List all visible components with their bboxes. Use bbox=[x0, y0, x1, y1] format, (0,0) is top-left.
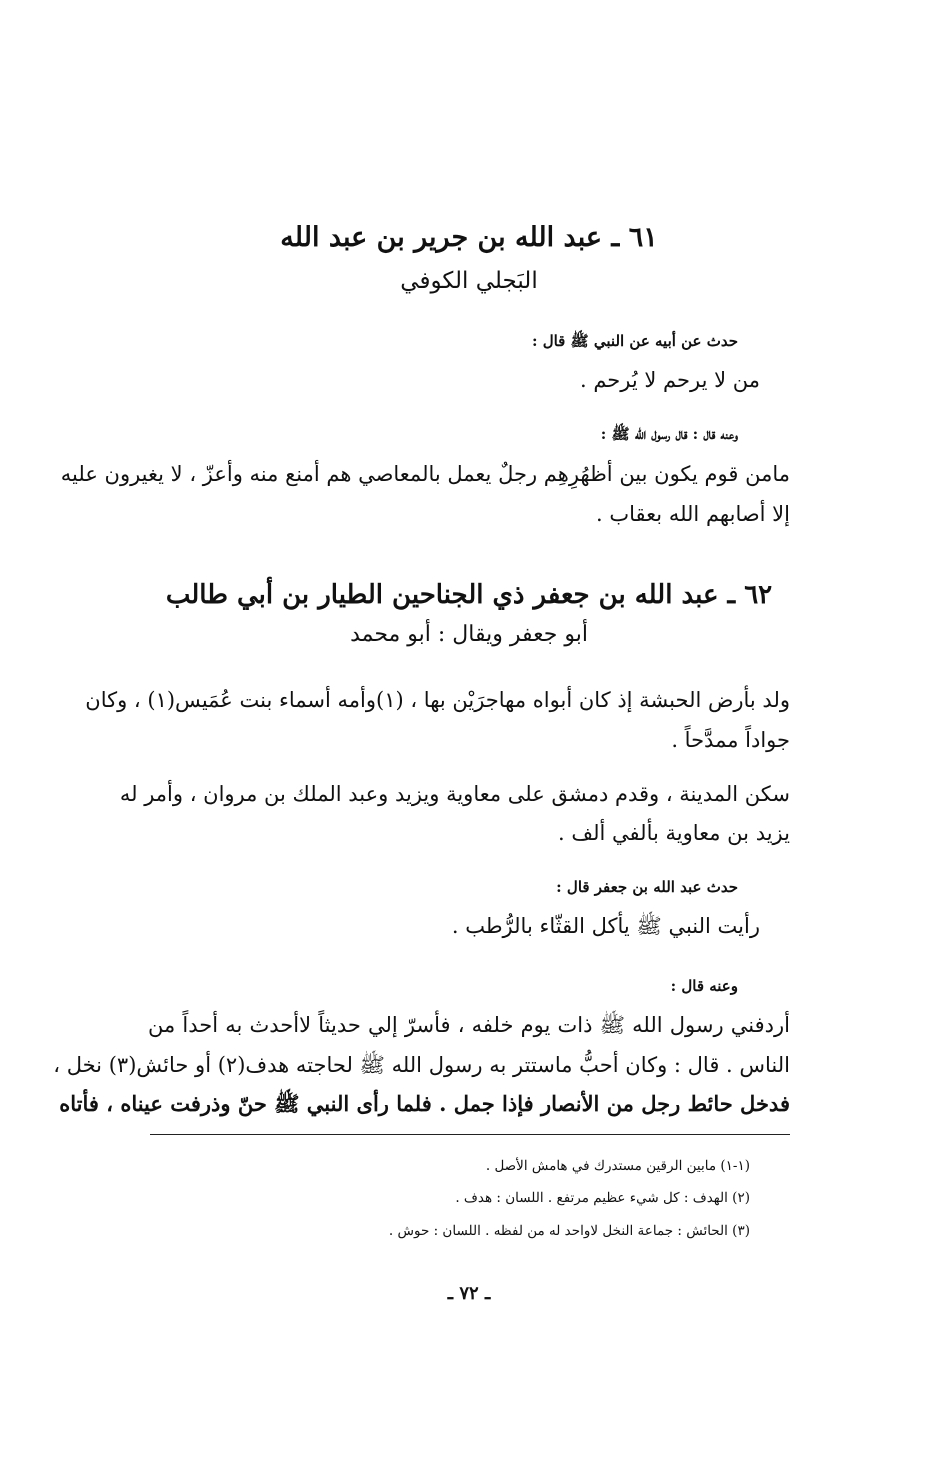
page-number: ـ ٧٢ ـ bbox=[447, 1283, 491, 1304]
footnote-1: (١-١) مابين الرقين مستدرك في هامش الأصل . bbox=[485, 1158, 750, 1174]
section-61-hadith-1-text: من لا يرحم لا يُرحم . bbox=[579, 368, 760, 392]
section-62-hadith-1-text: رأيت النبي ﷺ يأكل القثّاء بالرُّطب . bbox=[451, 914, 760, 938]
footnote-2: (٢) الهدف : كل شيء عظيم مرتفع . اللسان : هدف . bbox=[455, 1190, 750, 1206]
section-62-hadith-2-head: وعنه قال : bbox=[670, 977, 738, 995]
section-62-bio-1-line-2: جواداً ممدَّحاً . bbox=[671, 728, 790, 752]
section-62-bio-2-line-1: سكن المدينة ، وقدم دمشق على معاوية ويزيد وعبد الملك بن مروان ، وأمر له bbox=[119, 782, 790, 806]
footnote-divider bbox=[150, 1134, 790, 1135]
section-62-bio-2-line-2: يزيد بن معاوية بألفي ألف . bbox=[558, 821, 790, 845]
section-61-hadith-2-line-1: مامن قوم يكون بين أظهُرِهِم رجلٌ يعمل بالمعاصي هم أمنع منه وأعزّ ، لا يغيرون عليه bbox=[60, 462, 790, 486]
section-62-hadith-2-line-1: أردفني رسول الله ﷺ ذات يوم خلفه ، فأسرّ إلي حديثاً لاأحدث به أحداً من bbox=[148, 1013, 790, 1037]
section-62-bio-1-line-1: ولد بأرض الحبشة إذ كان أبواه مهاجرَيْن بها ، (١)وأمه أسماء بنت عُمَيس(١) ، وكان bbox=[85, 688, 790, 712]
section-62-subtitle: أبو جعفر ويقال : أبو محمد bbox=[350, 622, 588, 647]
section-61-title: ٦١ ـ عبد الله بن جرير بن عبد الله bbox=[280, 222, 658, 253]
section-62-hadith-2-line-3: فدخل حائط رجل من الأنصار فإذا جمل . فلما رأى النبي ﷺ حنّ وذرفت عيناه ، فأتاه bbox=[59, 1091, 790, 1116]
section-61-hadith-1-head: حدث عن أبيه عن النبي ﷺ قال : bbox=[531, 332, 738, 350]
section-62-hadith-2-line-2: الناس . قال : وكان أحبُّ ماستتر به رسول الله ﷺ لحاجته هدف(٢) أو حائش(٣) نخل ، bbox=[53, 1053, 790, 1077]
section-61-hadith-2-head: وعنه قال : قال رسول الله ﷺ : bbox=[600, 425, 738, 443]
section-62-hadith-1-head: حدث عبد الله بن جعفر قال : bbox=[556, 878, 738, 896]
section-62-title: ٦٢ ـ عبد الله بن جعفر ذي الجناحين الطيار بن أبي طالب bbox=[165, 580, 773, 610]
footnote-3: (٣) الحائش : جماعة النخل لاواحد له من لفظه . اللسان : حوش . bbox=[388, 1223, 750, 1239]
section-61-hadith-2-line-2: إلا أصابهم الله بعقاب . bbox=[596, 502, 790, 526]
section-61-subtitle: البَجلي الكوفي bbox=[400, 268, 538, 294]
